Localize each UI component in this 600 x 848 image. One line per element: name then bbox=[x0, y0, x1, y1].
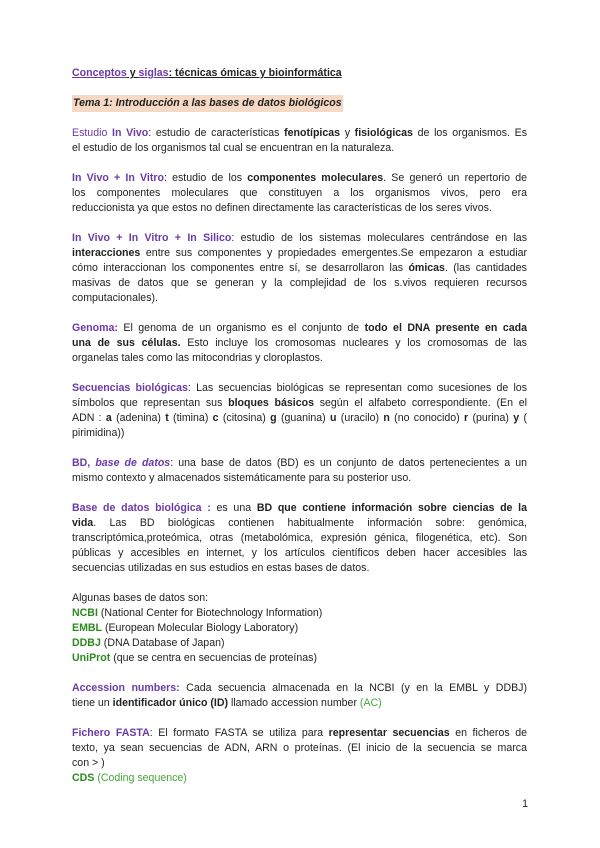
t: en ficheros de bbox=[449, 727, 527, 739]
t: ( bbox=[519, 412, 527, 424]
list-item bbox=[72, 606, 527, 621]
t: ómicas bbox=[408, 262, 445, 274]
title-siglas: siglas bbox=[138, 67, 169, 79]
t: cómo interaccionan los componentes entre sí, se desarrollaron las bbox=[72, 262, 409, 274]
t: reduccionista ya que estos no definen directamente las características de los seres vivos. bbox=[72, 202, 492, 214]
db-name: NCBI bbox=[72, 607, 98, 619]
t: todo el DNA presente en cada bbox=[364, 322, 527, 334]
t: los componentes moleculares que constituyen a los organismos vivos, pero era bbox=[72, 187, 527, 199]
t: (adenina) bbox=[111, 412, 166, 424]
list-bases-de-datos bbox=[72, 591, 527, 666]
t: (purina) bbox=[468, 412, 514, 424]
t: a bbox=[105, 412, 112, 424]
db-name: UniProt bbox=[72, 652, 111, 664]
db-desc: (European Molecular Biology Laboratory) bbox=[102, 622, 299, 634]
term-base-de-datos: base de datos bbox=[95, 457, 171, 469]
t: representar secuencias bbox=[328, 727, 450, 739]
t: Esto incluye los cromosomas nucleares y los cromosomas de las bbox=[180, 337, 527, 349]
t: . (las cantidades bbox=[444, 262, 527, 274]
list-item bbox=[72, 651, 527, 666]
t: entre sus componentes y propiedades emergentes.Se empezaron a estudiar bbox=[140, 247, 527, 259]
t: (guanina) bbox=[276, 412, 331, 424]
t: componentes moleculares bbox=[247, 172, 384, 184]
list-intro: Algunas bases de datos son: bbox=[72, 592, 209, 604]
para-genoma bbox=[72, 321, 527, 366]
t: (AC) bbox=[359, 697, 382, 709]
t: : estudio de características bbox=[148, 127, 285, 139]
t: (citosina) bbox=[218, 412, 271, 424]
term-in-vivo-in-vitro: In Vivo + In Vitro bbox=[72, 172, 164, 184]
t: g bbox=[270, 412, 277, 424]
t: ADN : bbox=[72, 412, 106, 424]
t: t bbox=[165, 412, 169, 424]
t: llamado accession number bbox=[228, 697, 360, 709]
db-desc: (National Center for Biotechnology Information) bbox=[97, 607, 323, 619]
para-fasta bbox=[72, 726, 527, 786]
t: públicas y accesibles en internet, y los artículos científicos deben hacer accesibles las bbox=[72, 547, 527, 559]
t: El genoma de un organismo es el conjunto de bbox=[117, 322, 365, 334]
list-item bbox=[72, 621, 527, 636]
db-desc: (DNA Database of Japan) bbox=[100, 637, 225, 649]
t: fisiológicas bbox=[354, 127, 413, 139]
para-bd bbox=[72, 456, 527, 486]
t: Cada secuencia almacenada en la NCBI (y en la EMBL y DDBJ) bbox=[179, 682, 527, 694]
tema-heading: Tema 1: Introducción a las bases de datos biológicos bbox=[72, 95, 343, 112]
term-accession: Accession numbers: bbox=[72, 682, 180, 694]
list-item bbox=[72, 636, 527, 651]
t: el estudio de los organismos tal cual se encuentran en la naturaleza. bbox=[72, 142, 395, 154]
t: masivas de datos que se generan y la complejidad de los s.vivos requieren recursos bbox=[72, 277, 527, 289]
t: identificador único (ID) bbox=[112, 697, 229, 709]
t: transcriptómica,proteómica, otras (metabolómica, expresión génica, filogenética, etc). Son bbox=[72, 532, 527, 544]
t: organelas tales como las mitocondrias y cloroplastos. bbox=[72, 352, 323, 364]
para-estudio-in-vivo bbox=[72, 126, 527, 156]
title-y: y bbox=[126, 67, 139, 79]
title-conceptos: Conceptos bbox=[72, 67, 127, 79]
document-page bbox=[72, 66, 527, 786]
term-secuencias: Secuencias biológicas bbox=[72, 382, 188, 394]
db-desc: (que se centra en secuencias de proteínas) bbox=[110, 652, 317, 664]
t: (timina) bbox=[168, 412, 213, 424]
t: (no conocido) bbox=[389, 412, 465, 424]
db-name: DDBJ bbox=[72, 637, 101, 649]
t: símbolos que representan sus bbox=[72, 397, 229, 409]
para-accession bbox=[72, 681, 527, 711]
t: tiene un bbox=[72, 697, 113, 709]
t: y bbox=[513, 412, 520, 424]
t: según el alfabeto correspondiente. (En el bbox=[313, 397, 527, 409]
t: es una bbox=[210, 502, 257, 514]
t: : estudio de los bbox=[163, 172, 248, 184]
para-in-vivo-in-vitro bbox=[72, 171, 527, 216]
term-cds: CDS bbox=[72, 772, 95, 784]
t: secuencias utilizadas en sus estudios en estas bases de datos. bbox=[72, 562, 370, 574]
t: u bbox=[330, 412, 337, 424]
term-bd-biologica: Base de datos biológica : bbox=[72, 502, 211, 514]
t: BD que contiene información sobre ciencias de la bbox=[256, 502, 527, 514]
t: Estudio bbox=[72, 127, 112, 139]
t: computacionales). bbox=[72, 292, 158, 304]
t: con > ) bbox=[72, 757, 105, 769]
title-rest: : técnicas ómicas y bioinformática bbox=[168, 67, 342, 79]
t: n bbox=[383, 412, 390, 424]
t: de los organismos. Es bbox=[412, 127, 527, 139]
t: fenotípicas bbox=[284, 127, 341, 139]
t: vida bbox=[72, 517, 94, 529]
term-fasta: Fichero FASTA bbox=[72, 727, 150, 739]
term-in-silico: In Vivo + In Vitro + In Silico bbox=[72, 232, 232, 244]
t: una de sus células. bbox=[72, 337, 181, 349]
db-name: EMBL bbox=[72, 622, 103, 634]
t: : estudio de los sistemas moleculares centrándose en las bbox=[231, 232, 527, 244]
t: : una base de datos (BD) es un conjunto de datos pertenecientes a un bbox=[170, 457, 527, 469]
t: r bbox=[464, 412, 469, 424]
t: (uracilo) bbox=[336, 412, 384, 424]
t: texto, ya sean secuencias de ADN, ARN o proteínas. (El inicio de la secuencia se marca bbox=[72, 742, 527, 754]
document-title bbox=[72, 66, 527, 81]
t: c bbox=[212, 412, 219, 424]
t: interacciones bbox=[72, 247, 141, 259]
term-genoma: Genoma: bbox=[72, 322, 118, 334]
term-in-vivo: In Vivo bbox=[112, 127, 149, 139]
t: bloques básicos bbox=[228, 397, 314, 409]
t: pirimidina)) bbox=[72, 427, 125, 439]
t: y bbox=[340, 127, 355, 139]
t: : El formato FASTA se utiliza para bbox=[149, 727, 329, 739]
para-in-silico bbox=[72, 231, 527, 306]
term-bd: BD, bbox=[72, 457, 96, 469]
t: mismo contexto y almacenados sistemáticamente para su posterior uso. bbox=[72, 472, 412, 484]
t: . Se generó un repertorio de bbox=[383, 172, 527, 184]
t: : Las secuencias biológicas se representan como sucesiones de los bbox=[187, 382, 527, 394]
page-number: 1 bbox=[522, 798, 528, 810]
para-bd-biologica bbox=[72, 501, 527, 576]
t: (Coding sequence) bbox=[94, 772, 187, 784]
t: . Las BD biológicas contienen habitualmente información sobre: genómica, bbox=[93, 517, 527, 529]
para-secuencias bbox=[72, 381, 527, 441]
